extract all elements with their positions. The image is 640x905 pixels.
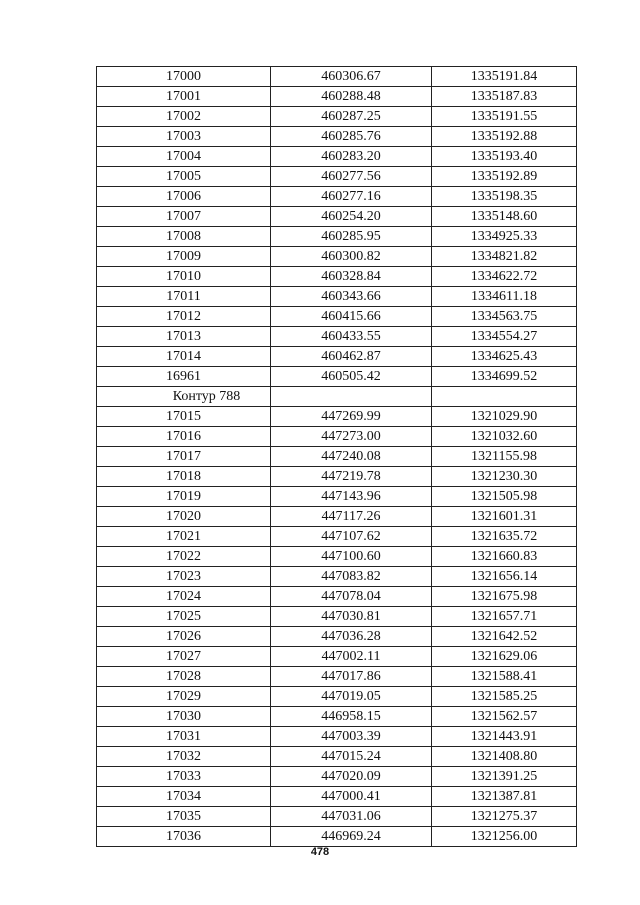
point-id-cell: 17022 <box>97 547 271 567</box>
contour-y-cell <box>432 387 577 407</box>
point-id-cell: 17023 <box>97 567 271 587</box>
point-id-cell: 17017 <box>97 447 271 467</box>
point-id-cell: 17029 <box>97 687 271 707</box>
x-coordinate-cell: 460306.67 <box>271 67 432 87</box>
y-coordinate-cell: 1321588.41 <box>432 667 577 687</box>
table-row <box>97 427 577 447</box>
point-id-cell: 17011 <box>97 287 271 307</box>
y-coordinate-cell: 1321675.98 <box>432 587 577 607</box>
y-coordinate-cell: 1321408.80 <box>432 747 577 767</box>
point-id-cell: 17005 <box>97 167 271 187</box>
y-coordinate-cell: 1321230.30 <box>432 467 577 487</box>
y-coordinate-cell: 1334554.27 <box>432 327 577 347</box>
point-id-cell: 17014 <box>97 347 271 367</box>
table-row <box>97 547 577 567</box>
point-id-cell: 17006 <box>97 187 271 207</box>
table-row <box>97 67 577 87</box>
x-coordinate-cell: 460277.16 <box>271 187 432 207</box>
x-coordinate-cell: 460300.82 <box>271 247 432 267</box>
x-coordinate-cell: 460285.95 <box>271 227 432 247</box>
table-row <box>97 247 577 267</box>
point-id-cell: 17003 <box>97 127 271 147</box>
y-coordinate-cell: 1334821.82 <box>432 247 577 267</box>
x-coordinate-cell: 460343.66 <box>271 287 432 307</box>
table-row <box>97 207 577 227</box>
x-coordinate-cell: 460287.25 <box>271 107 432 127</box>
point-id-cell: 17012 <box>97 307 271 327</box>
point-id-cell: 17020 <box>97 507 271 527</box>
y-coordinate-cell: 1321656.14 <box>432 567 577 587</box>
y-coordinate-cell: 1335191.84 <box>432 67 577 87</box>
x-coordinate-cell: 447273.00 <box>271 427 432 447</box>
point-id-cell: 17035 <box>97 807 271 827</box>
y-coordinate-cell: 1321387.81 <box>432 787 577 807</box>
point-id-cell: 17027 <box>97 647 271 667</box>
y-coordinate-cell: 1321585.25 <box>432 687 577 707</box>
point-id-cell: 17002 <box>97 107 271 127</box>
point-id-cell: 17028 <box>97 667 271 687</box>
table-row <box>97 607 577 627</box>
y-coordinate-cell: 1335192.88 <box>432 127 577 147</box>
point-id-cell: 17007 <box>97 207 271 227</box>
x-coordinate-cell: 447020.09 <box>271 767 432 787</box>
point-id-cell: 17025 <box>97 607 271 627</box>
x-coordinate-cell: 447036.28 <box>271 627 432 647</box>
point-id-cell: 17001 <box>97 87 271 107</box>
y-coordinate-cell: 1321032.60 <box>432 427 577 447</box>
point-id-cell: 17026 <box>97 627 271 647</box>
table-row <box>97 567 577 587</box>
table-row <box>97 147 577 167</box>
table-row <box>97 107 577 127</box>
table-row <box>97 667 577 687</box>
point-id-cell: 17030 <box>97 707 271 727</box>
y-coordinate-cell: 1321635.72 <box>432 527 577 547</box>
y-coordinate-cell: 1335187.83 <box>432 87 577 107</box>
y-coordinate-cell: 1334622.72 <box>432 267 577 287</box>
y-coordinate-cell: 1334563.75 <box>432 307 577 327</box>
point-id-cell: 17032 <box>97 747 271 767</box>
point-id-cell: 17009 <box>97 247 271 267</box>
point-id-cell: 17024 <box>97 587 271 607</box>
x-coordinate-cell: 447100.60 <box>271 547 432 567</box>
table-row <box>97 467 577 487</box>
table-row <box>97 367 577 387</box>
x-coordinate-cell: 460288.48 <box>271 87 432 107</box>
point-id-cell: 17018 <box>97 467 271 487</box>
point-id-cell: 16961 <box>97 367 271 387</box>
table-row <box>97 587 577 607</box>
contour-row <box>97 387 577 407</box>
x-coordinate-cell: 447219.78 <box>271 467 432 487</box>
x-coordinate-cell: 447000.41 <box>271 787 432 807</box>
x-coordinate-cell: 447019.05 <box>271 687 432 707</box>
x-coordinate-cell: 460505.42 <box>271 367 432 387</box>
y-coordinate-cell: 1334625.43 <box>432 347 577 367</box>
x-coordinate-cell: 460462.87 <box>271 347 432 367</box>
x-coordinate-cell: 460277.56 <box>271 167 432 187</box>
y-coordinate-cell: 1321629.06 <box>432 647 577 667</box>
table-row <box>97 767 577 787</box>
point-id-cell: 17019 <box>97 487 271 507</box>
table-row <box>97 787 577 807</box>
y-coordinate-cell: 1321155.98 <box>432 447 577 467</box>
y-coordinate-cell: 1335198.35 <box>432 187 577 207</box>
y-coordinate-cell: 1321601.31 <box>432 507 577 527</box>
table-row <box>97 827 577 847</box>
table-row <box>97 267 577 287</box>
table-row <box>97 447 577 467</box>
point-id-cell: 17008 <box>97 227 271 247</box>
x-coordinate-cell: 447015.24 <box>271 747 432 767</box>
table-row <box>97 87 577 107</box>
point-id-cell: 17004 <box>97 147 271 167</box>
y-coordinate-cell: 1321029.90 <box>432 407 577 427</box>
y-coordinate-cell: 1335193.40 <box>432 147 577 167</box>
point-id-cell: 17000 <box>97 67 271 87</box>
x-coordinate-cell: 446969.24 <box>271 827 432 847</box>
x-coordinate-cell: 447083.82 <box>271 567 432 587</box>
point-id-cell: 17013 <box>97 327 271 347</box>
x-coordinate-cell: 460433.55 <box>271 327 432 347</box>
point-id-cell: 17031 <box>97 727 271 747</box>
coordinates-table-body <box>97 67 577 847</box>
table-row <box>97 727 577 747</box>
table-row <box>97 327 577 347</box>
point-id-cell: 17021 <box>97 527 271 547</box>
y-coordinate-cell: 1334611.18 <box>432 287 577 307</box>
y-coordinate-cell: 1321562.57 <box>432 707 577 727</box>
table-row <box>97 707 577 727</box>
x-coordinate-cell: 447143.96 <box>271 487 432 507</box>
x-coordinate-cell: 460285.76 <box>271 127 432 147</box>
table-row <box>97 647 577 667</box>
point-id-cell: 17034 <box>97 787 271 807</box>
table-row <box>97 807 577 827</box>
table-row <box>97 347 577 367</box>
x-coordinate-cell: 447240.08 <box>271 447 432 467</box>
x-coordinate-cell: 447017.86 <box>271 667 432 687</box>
x-coordinate-cell: 446958.15 <box>271 707 432 727</box>
y-coordinate-cell: 1335148.60 <box>432 207 577 227</box>
table-row <box>97 307 577 327</box>
table-row <box>97 127 577 147</box>
table-row <box>97 407 577 427</box>
y-coordinate-cell: 1335191.55 <box>432 107 577 127</box>
x-coordinate-cell: 460254.20 <box>271 207 432 227</box>
point-id-cell: 17016 <box>97 427 271 447</box>
x-coordinate-cell: 460415.66 <box>271 307 432 327</box>
x-coordinate-cell: 447003.39 <box>271 727 432 747</box>
x-coordinate-cell: 447030.81 <box>271 607 432 627</box>
point-id-cell: 17033 <box>97 767 271 787</box>
point-id-cell: 17015 <box>97 407 271 427</box>
page-number: 478 <box>310 846 330 858</box>
table-row <box>97 167 577 187</box>
table-row <box>97 687 577 707</box>
y-coordinate-cell: 1334699.52 <box>432 367 577 387</box>
y-coordinate-cell: 1321275.37 <box>432 807 577 827</box>
contour-label: Контур 788 <box>97 387 271 407</box>
x-coordinate-cell: 447002.11 <box>271 647 432 667</box>
point-id-cell: 17010 <box>97 267 271 287</box>
x-coordinate-cell: 447107.62 <box>271 527 432 547</box>
x-coordinate-cell: 460283.20 <box>271 147 432 167</box>
y-coordinate-cell: 1334925.33 <box>432 227 577 247</box>
x-coordinate-cell: 447031.06 <box>271 807 432 827</box>
table-row <box>97 227 577 247</box>
y-coordinate-cell: 1321256.00 <box>432 827 577 847</box>
y-coordinate-cell: 1321642.52 <box>432 627 577 647</box>
y-coordinate-cell: 1321443.91 <box>432 727 577 747</box>
table-row <box>97 747 577 767</box>
table-row <box>97 287 577 307</box>
contour-x-cell <box>271 387 432 407</box>
point-id-cell: 17036 <box>97 827 271 847</box>
table-row <box>97 507 577 527</box>
coordinates-table <box>96 66 577 847</box>
y-coordinate-cell: 1321660.83 <box>432 547 577 567</box>
x-coordinate-cell: 447269.99 <box>271 407 432 427</box>
table-row <box>97 627 577 647</box>
table-row <box>97 187 577 207</box>
x-coordinate-cell: 460328.84 <box>271 267 432 287</box>
table-row <box>97 527 577 547</box>
y-coordinate-cell: 1321657.71 <box>432 607 577 627</box>
y-coordinate-cell: 1335192.89 <box>432 167 577 187</box>
x-coordinate-cell: 447117.26 <box>271 507 432 527</box>
table-row <box>97 487 577 507</box>
coordinates-sheet <box>96 66 576 847</box>
y-coordinate-cell: 1321505.98 <box>432 487 577 507</box>
x-coordinate-cell: 447078.04 <box>271 587 432 607</box>
y-coordinate-cell: 1321391.25 <box>432 767 577 787</box>
